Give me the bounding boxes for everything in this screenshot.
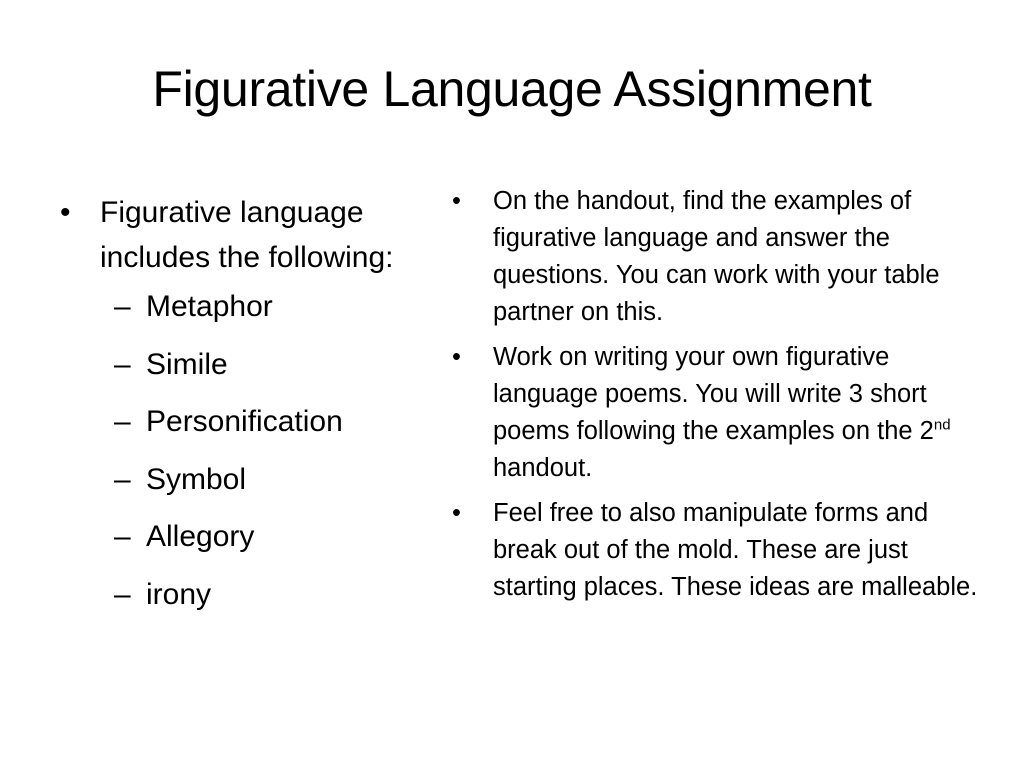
left-bullet [60, 190, 440, 280]
dash-icon: – [114, 577, 131, 611]
list-item [60, 518, 440, 556]
list-item [60, 288, 440, 326]
instruction-text-tail: handout. [493, 454, 593, 482]
instruction-bullet [450, 183, 990, 331]
list-item-label: Simile [146, 347, 228, 381]
dash-icon: – [114, 520, 131, 553]
right-column [450, 183, 990, 614]
instruction-text: On the handout, find the examples of figurative language and answer the questions. You can work with your table partner on this. [493, 187, 940, 326]
instruction-bullet [450, 339, 990, 487]
dash-icon: – [114, 462, 131, 496]
dash-icon: – [114, 405, 131, 438]
bullet-icon: • [452, 343, 461, 371]
list-item [60, 461, 440, 499]
dash-icon: – [114, 290, 131, 323]
list-item-label: Symbol [146, 462, 247, 496]
instruction-bullet [450, 495, 990, 606]
list-item [60, 403, 440, 441]
instruction-text: Work on writing your own figurative language poems. You will write 3 short poems following the examples on the 2 [493, 343, 934, 445]
bullet-icon: • [452, 187, 461, 215]
bullet-icon: • [60, 196, 71, 229]
list-item-label: Personification [146, 405, 343, 438]
dash-icon: – [114, 347, 131, 381]
list-item-label: Metaphor [146, 290, 273, 323]
list-item [60, 346, 440, 384]
slide-title: Figurative Language Assignment [152, 61, 872, 117]
list-item-label: irony [146, 577, 212, 611]
ordinal-superscript: nd [933, 416, 951, 434]
left-column [60, 190, 440, 633]
left-bullet-text: Figurative language includes the following: [100, 196, 394, 274]
figurative-types-list [60, 288, 440, 614]
bullet-icon: • [452, 499, 461, 527]
instruction-text: Feel free to also manipulate forms and break out of the mold. These are just starting places. These ideas are malleable. [493, 499, 978, 601]
list-item [60, 576, 440, 614]
list-item-label: Allegory [146, 520, 255, 553]
